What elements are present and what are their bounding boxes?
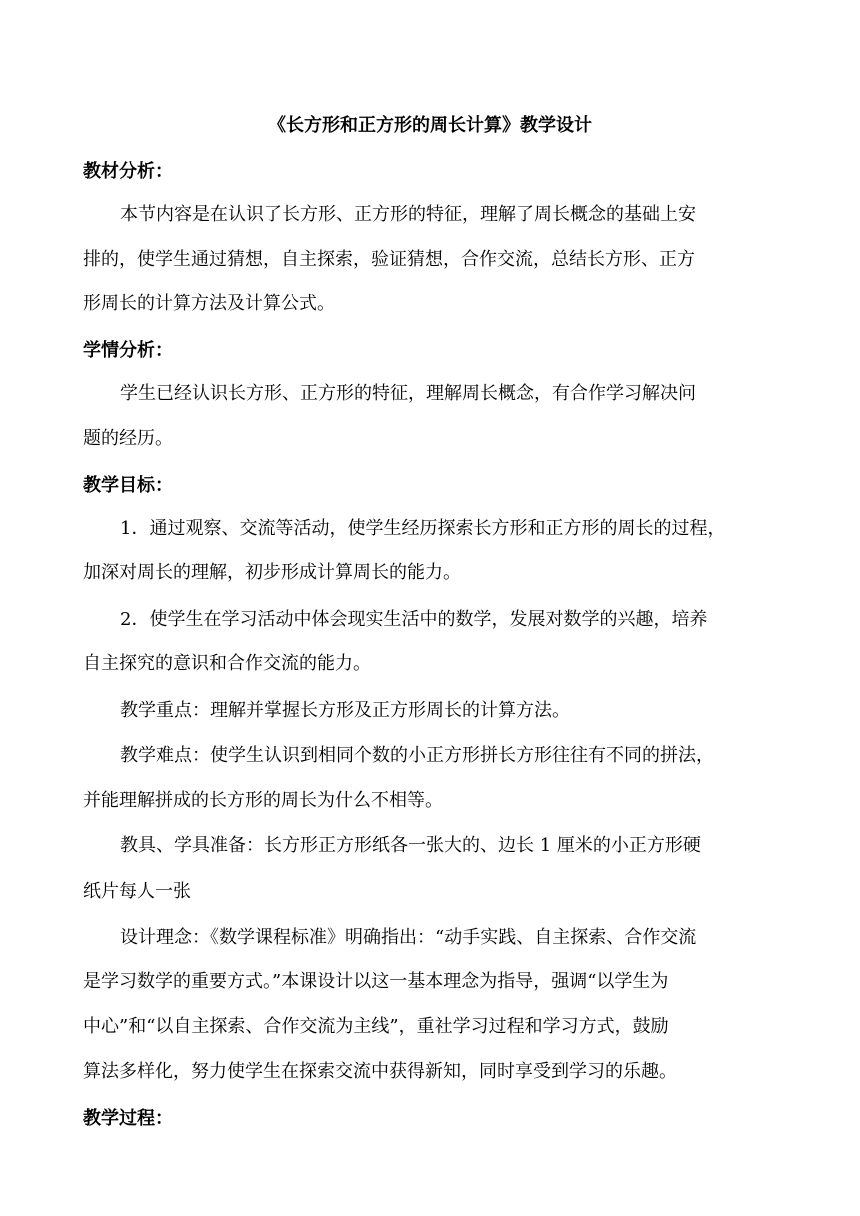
design-concept-line: 算法多样化，努力使学生在探索交流中获得新知，同时享受到学习的乐趣。 xyxy=(83,1061,677,1082)
goal-2-line: 自主探究的意识和合作交流的能力。 xyxy=(83,653,371,674)
heading-teaching-process: 教学过程： xyxy=(83,1108,173,1129)
design-concept-line: 设计理念：《数学课程标准》明确指出：“动手实践、自主探索、合作交流 xyxy=(120,927,697,948)
teaching-difficulty-line: 教学难点：使学生认识到相同个数的小正方形拼长方形往往有不同的拼法， xyxy=(120,745,714,766)
paragraph-line: 题的经历。 xyxy=(83,428,173,449)
paragraph-line: 本节内容是在认识了长方形、正方形的特征，理解了周长概念的基础上安 xyxy=(120,204,696,225)
paragraph-line: 学生已经认识长方形、正方形的特征，理解周长概念，有合作学习解决问 xyxy=(120,383,696,404)
teaching-difficulty-line: 并能理解拼成的长方形的周长为什么不相等。 xyxy=(83,790,443,811)
teaching-key-point: 教学重点：理解并掌握长方形及正方形周长的计算方法。 xyxy=(120,700,570,721)
paragraph-line: 形周长的计算方法及计算公式。 xyxy=(83,293,335,314)
heading-student-analysis: 学情分析： xyxy=(83,340,173,361)
heading-teaching-goals: 教学目标： xyxy=(83,475,173,496)
design-concept-line: 是学习数学的重要方式。”本课设计以这一基本理念为指导，强调“以学生为 xyxy=(83,971,669,992)
document-title: 《长方形和正方形的周长计算》教学设计 xyxy=(268,115,592,136)
goal-1-line: 1．通过观察、交流等活动，使学生经历探索长方形和正方形的周长的过程， xyxy=(120,518,726,539)
goal-1-line: 加深对周长的理解，初步形成计算周长的能力。 xyxy=(83,562,461,583)
design-concept-line: 中心”和“以自主探索、合作交流为主线”，重社学习过程和学习方式，鼓励 xyxy=(83,1016,669,1037)
goal-2-line: 2．使学生在学习活动中体会现实生活中的数学，发展对数学的兴趣，培养 xyxy=(120,609,708,630)
heading-material-analysis: 教材分析： xyxy=(83,161,173,182)
paragraph-line: 排的，使学生通过猜想，自主探索，验证猜想，合作交流，总结长方形、正方 xyxy=(83,249,695,270)
teaching-tools-line: 教具、学具准备：长方形正方形纸各一张大的、边长 1 厘米的小正方形硬 xyxy=(120,835,701,856)
teaching-tools-line: 纸片每人一张 xyxy=(83,881,191,902)
